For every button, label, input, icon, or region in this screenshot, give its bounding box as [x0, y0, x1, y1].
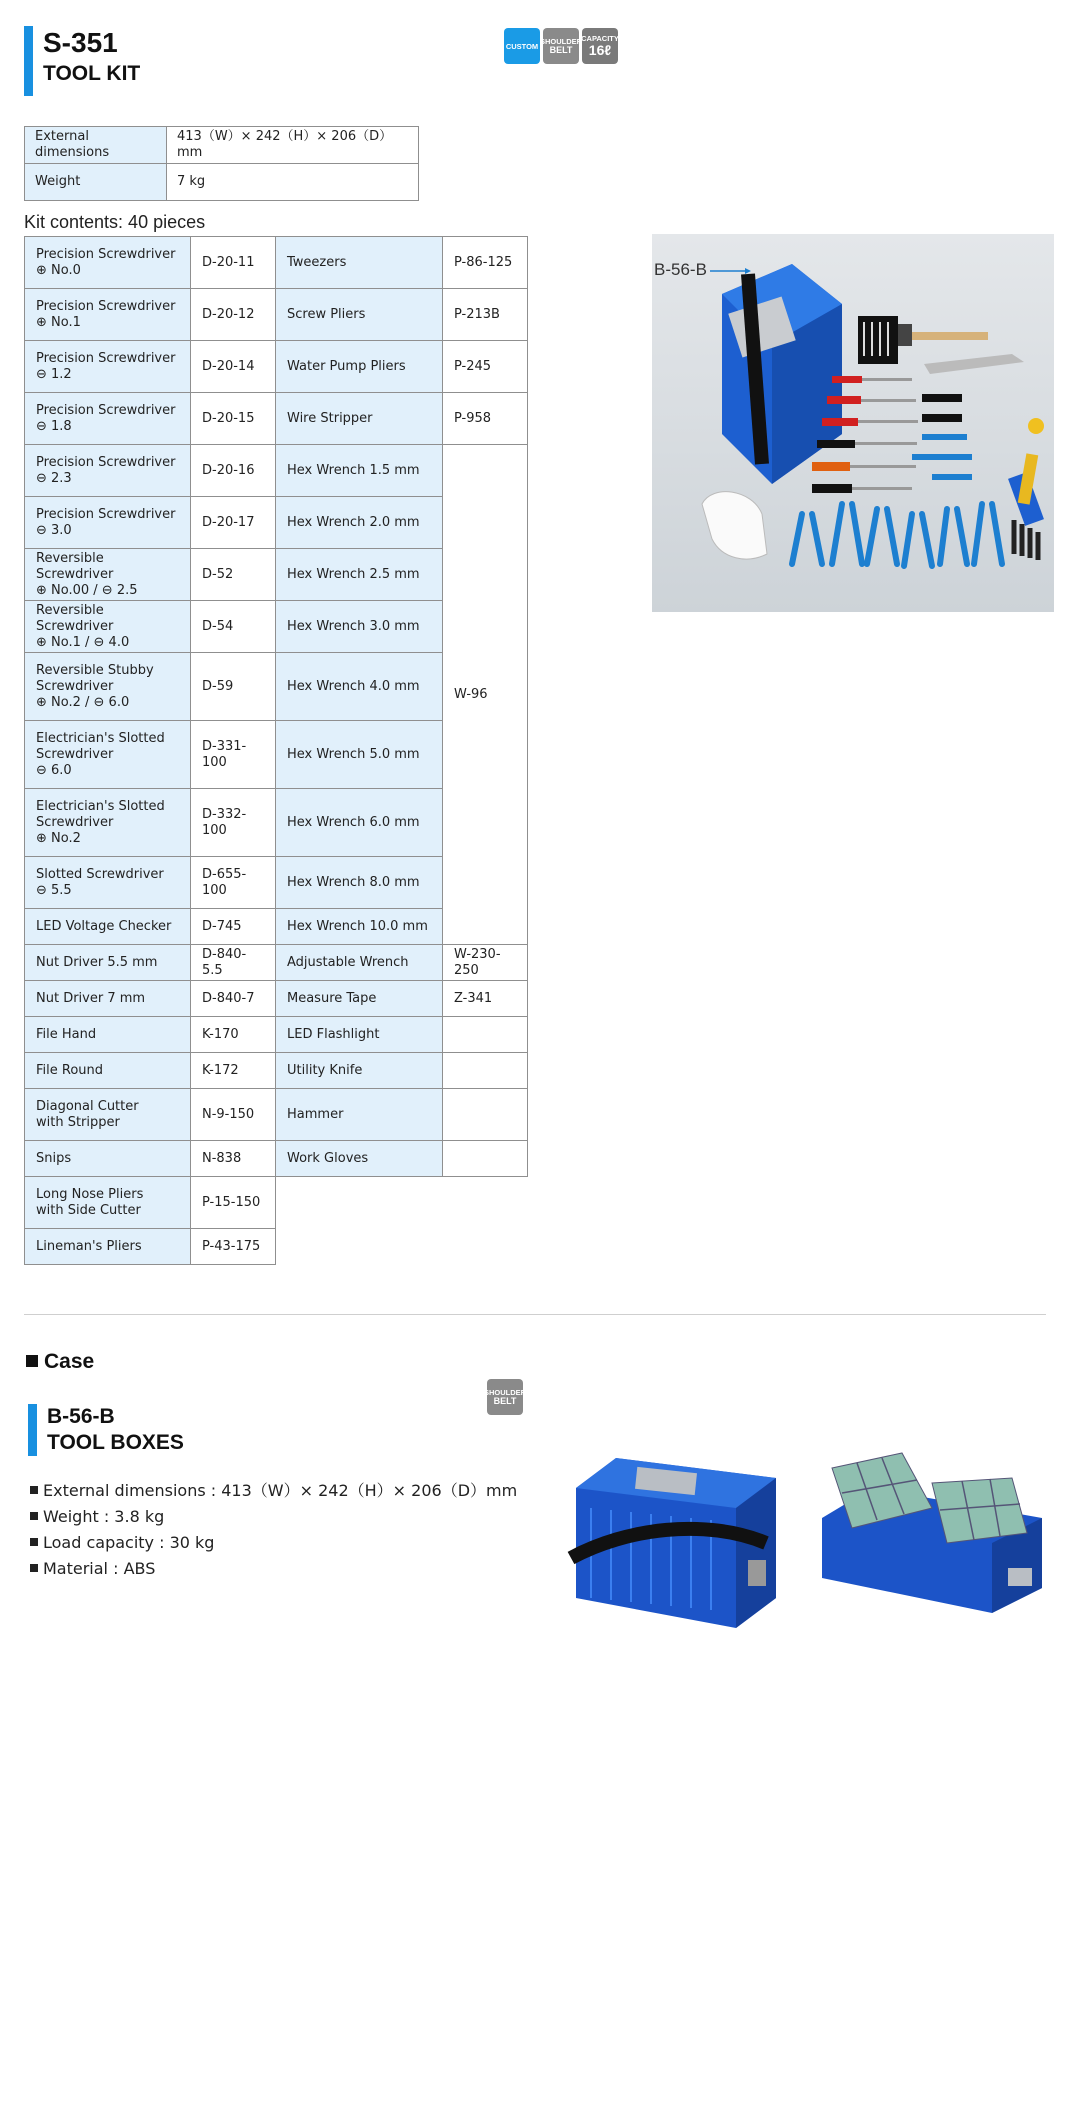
kit-item-code — [443, 1089, 528, 1141]
empty-cell — [276, 1229, 528, 1265]
case-spec-list — [30, 1478, 517, 1582]
case-code: B-56-B — [47, 1405, 115, 1428]
kit-item-code: N-9-150 — [191, 1089, 276, 1141]
kit-item-name: Nut Driver 7 mm — [25, 981, 191, 1017]
kit-item-code: D-52 — [191, 549, 276, 601]
kit-item-code: D-331-100 — [191, 721, 276, 789]
kit-item-code: D-20-11 — [191, 237, 276, 289]
kit-item-code: D-840-7 — [191, 981, 276, 1017]
table-row — [25, 237, 528, 289]
kit-item-name: Work Gloves — [276, 1141, 443, 1177]
kit-item-code: P-213B — [443, 289, 528, 341]
section-divider — [24, 1314, 1046, 1315]
kit-item-name: Hammer — [276, 1089, 443, 1141]
kit-item-name: Hex Wrench 8.0 mm — [276, 857, 443, 909]
kit-item-name: Hex Wrench 3.0 mm — [276, 601, 443, 653]
kit-contents-table — [24, 236, 528, 1265]
kit-item-name: Precision Screwdriver ⊖ 2.3 — [25, 445, 191, 497]
kit-item-name: Hex Wrench 1.5 mm — [276, 445, 443, 497]
product-subtitle: TOOL KIT — [43, 62, 141, 85]
kit-item-code: W-96 — [443, 445, 528, 945]
kit-item-name: Electrician's Slotted Screwdriver ⊖ 6.0 — [25, 721, 191, 789]
table-row — [25, 945, 528, 981]
kit-item-code — [443, 1017, 528, 1053]
kit-item-code: D-20-12 — [191, 289, 276, 341]
kit-item-name: Hex Wrench 2.5 mm — [276, 549, 443, 601]
kit-item-name: Adjustable Wrench — [276, 945, 443, 981]
table-row — [25, 1017, 528, 1053]
kit-item-name: Hex Wrench 10.0 mm — [276, 909, 443, 945]
table-row — [25, 445, 528, 497]
kit-item-name: File Round — [25, 1053, 191, 1089]
kit-item-name: Reversible Screwdriver ⊕ No.00 / ⊖ 2.5 — [25, 549, 191, 601]
shoulder-belt-badge: SHOULDER BELT — [543, 28, 579, 64]
kit-item-code: D-20-17 — [191, 497, 276, 549]
kit-item-code: N-838 — [191, 1141, 276, 1177]
square-bullet-icon — [30, 1512, 38, 1520]
kit-item-name: Reversible Screwdriver ⊕ No.1 / ⊖ 4.0 — [25, 601, 191, 653]
kit-item-name: Precision Screwdriver ⊖ 1.2 — [25, 341, 191, 393]
kit-item-name: Water Pump Pliers — [276, 341, 443, 393]
table-row — [25, 981, 528, 1017]
kit-item-code: D-20-14 — [191, 341, 276, 393]
kit-item-code: D-20-15 — [191, 393, 276, 445]
square-bullet-icon — [26, 1355, 38, 1367]
toolbox-shape — [722, 264, 842, 484]
kit-item-name: Screw Pliers — [276, 289, 443, 341]
kit-item-name: File Hand — [25, 1017, 191, 1053]
table-row — [25, 164, 419, 201]
kit-item-name: Lineman's Pliers — [25, 1229, 191, 1265]
feature-badges — [504, 28, 618, 64]
square-bullet-icon — [30, 1538, 38, 1546]
kit-item-name: Tweezers — [276, 237, 443, 289]
kit-item-code: D-20-16 — [191, 445, 276, 497]
table-row — [25, 1089, 528, 1141]
square-bullet-icon — [30, 1564, 38, 1572]
kit-item-name: Hex Wrench 2.0 mm — [276, 497, 443, 549]
table-row — [25, 341, 528, 393]
spec-table — [24, 126, 419, 201]
case-subtitle: TOOL BOXES — [47, 1431, 184, 1454]
product-code: S-351 — [43, 27, 118, 58]
kit-item-code: D-332-100 — [191, 789, 276, 857]
kit-illustration — [652, 234, 1054, 612]
photo-callout: B-56-B — [654, 260, 707, 279]
kit-item-name: Hex Wrench 6.0 mm — [276, 789, 443, 857]
kit-item-code: D-655-100 — [191, 857, 276, 909]
kit-item-name: Reversible Stubby Screwdriver ⊕ No.2 / ⊖ 6.0 — [25, 653, 191, 721]
kit-item-name: Wire Stripper — [276, 393, 443, 445]
custom-badge: CUSTOM — [504, 28, 540, 64]
kit-item-name: Snips — [25, 1141, 191, 1177]
kit-item-code: K-170 — [191, 1017, 276, 1053]
kit-item-name: Electrician's Slotted Screwdriver ⊕ No.2 — [25, 789, 191, 857]
spec-label: External dimensions — [25, 127, 167, 164]
kit-item-name: Hex Wrench 5.0 mm — [276, 721, 443, 789]
kit-item-code: P-86-125 — [443, 237, 528, 289]
kit-photo — [652, 234, 1054, 612]
kit-item-name: LED Voltage Checker — [25, 909, 191, 945]
table-row — [25, 1229, 528, 1265]
list-item: Material : ABS — [30, 1556, 517, 1582]
spec-value: 413（W）× 242（H）× 206（D）mm — [167, 127, 419, 164]
kit-item-name: Diagonal Cutter with Stripper — [25, 1089, 191, 1141]
table-row — [25, 393, 528, 445]
kit-item-code: D-59 — [191, 653, 276, 721]
list-item: Load capacity : 30 kg — [30, 1530, 517, 1556]
kit-item-name: LED Flashlight — [276, 1017, 443, 1053]
table-row — [25, 127, 419, 164]
kit-item-code: D-840-5.5 — [191, 945, 276, 981]
kit-item-code: P-43-175 — [191, 1229, 276, 1265]
kit-item-code — [443, 1053, 528, 1089]
capacity-badge: CAPACITY 16ℓ — [582, 28, 618, 64]
kit-item-code: Z-341 — [443, 981, 528, 1017]
kit-item-code: D-54 — [191, 601, 276, 653]
empty-cell — [276, 1177, 528, 1229]
kit-item-code: D-745 — [191, 909, 276, 945]
product-header — [24, 26, 140, 96]
kit-title: Kit contents: 40 pieces — [24, 212, 206, 232]
kit-item-name: Precision Screwdriver ⊖ 3.0 — [25, 497, 191, 549]
kit-item-code: P-958 — [443, 393, 528, 445]
case-heading: Case — [26, 1350, 94, 1374]
spec-value: 7 kg — [167, 164, 419, 201]
kit-item-code: K-172 — [191, 1053, 276, 1089]
table-row — [25, 1053, 528, 1089]
list-item: Weight : 3.8 kg — [30, 1504, 517, 1530]
kit-item-code: W-230-250 — [443, 945, 528, 981]
kit-item-name: Slotted Screwdriver ⊖ 5.5 — [25, 857, 191, 909]
kit-item-name: Nut Driver 5.5 mm — [25, 945, 191, 981]
toolbox-open-image — [812, 1448, 1048, 1618]
table-row — [25, 1141, 528, 1177]
kit-item-name: Precision Screwdriver ⊕ No.0 — [25, 237, 191, 289]
kit-item-name: Hex Wrench 4.0 mm — [276, 653, 443, 721]
shoulder-belt-badge-case: SHOULDER BELT — [487, 1379, 523, 1415]
list-item: External dimensions : 413（W）× 242（H）× 206（D）mm — [30, 1478, 517, 1504]
square-bullet-icon — [30, 1486, 38, 1494]
case-header — [28, 1404, 184, 1456]
toolbox-closed-image — [566, 1448, 786, 1634]
spec-label: Weight — [25, 164, 167, 201]
kit-item-name: Long Nose Pliers with Side Cutter — [25, 1177, 191, 1229]
table-row — [25, 289, 528, 341]
kit-item-name: Precision Screwdriver ⊕ No.1 — [25, 289, 191, 341]
kit-item-code: P-245 — [443, 341, 528, 393]
kit-item-code: P-15-150 — [191, 1177, 276, 1229]
kit-item-code — [443, 1141, 528, 1177]
kit-item-name: Measure Tape — [276, 981, 443, 1017]
table-row — [25, 1177, 528, 1229]
kit-item-name: Utility Knife — [276, 1053, 443, 1089]
kit-item-name: Precision Screwdriver ⊖ 1.8 — [25, 393, 191, 445]
